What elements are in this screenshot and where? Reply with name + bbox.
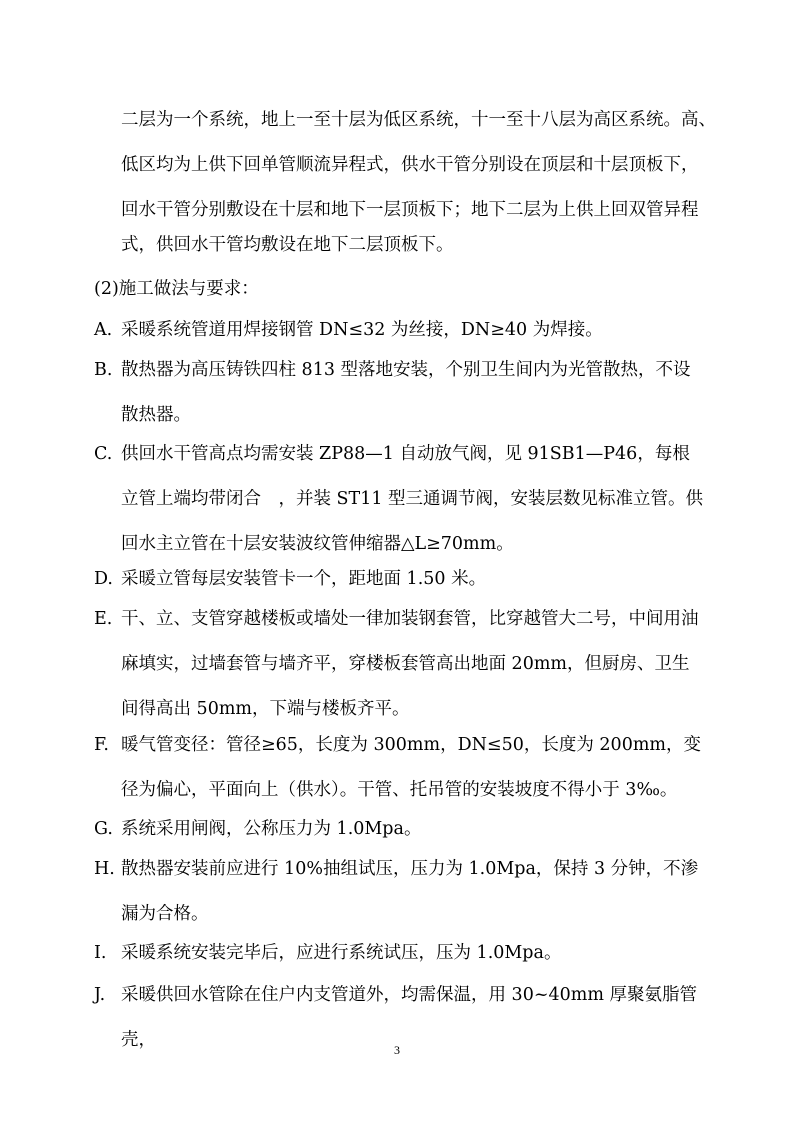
item-text: 系统采用闸阀，公称压力为 1.0Mpa。	[121, 819, 422, 839]
item-label: C.	[94, 444, 113, 464]
intro-line-4: 式，供回水干管均敷设在地下二层顶板下。	[121, 235, 454, 255]
page-number: 3	[394, 1043, 400, 1057]
intro-line-1: 二层为一个系统，地上一至十层为低区系统，十一至十八层为高区系统。高、	[121, 110, 716, 130]
intro-line-3: 回水干管分别敷设在十层和地下一层顶板下；地下二层为上供上回双管异程	[121, 200, 699, 220]
item-label: B.	[94, 360, 113, 380]
item-label: F.	[94, 735, 109, 755]
item-label: G.	[94, 819, 113, 839]
item-label: A.	[94, 320, 113, 340]
item-text: 暖气管变径：管径≥65，长度为 300mm，DN≤50，长度为 200mm，变径为偏心，平面向上（供水）。干管、托吊管的安装坡度不得小于 3‰。	[121, 735, 702, 800]
item-label: J.	[94, 985, 106, 1005]
item-text: 采暖供回水管除在住户内支管道外，均需保温，用 30~40mm 厚聚氨脂管壳，	[121, 985, 698, 1050]
item-text: 供回水干管高点均需安装 ZP88—1 自动放气阀，见 91SB1—P46，每根立管上端均带闭合 ，并装 ST11 型三通调节阀，安装层数见标准立管。供回水主立管在十层安装波纹管伸缩器△L≥70mm。	[121, 444, 704, 554]
item-text: 干、立、支管穿越楼板或墙处一律加装钢套管，比穿越管大二号，中间用油麻填实，过墙套管与墙齐平，穿楼板套管高出地面 20mm，但厨房、卫生间得高出 50mm，下端与楼板齐平。	[121, 609, 699, 719]
item-label: I.	[94, 943, 107, 963]
item-text: 采暖系统管道用焊接钢管 DN≤32 为丝接，DN≥40 为焊接。	[121, 320, 603, 340]
item-text: 散热器安装前应进行 10%抽组试压，压力为 1.0Mpa，保持 3 分钟，不渗漏为合格。	[121, 859, 699, 924]
item-label: D.	[94, 569, 113, 589]
intro-line-2: 低区均为上供下回单管顺流异程式，供水干管分别设在顶层和十层顶板下，	[121, 155, 699, 175]
item-text: 采暖立管每层安装管卡一个，距地面 1.50 米。	[121, 569, 487, 589]
item-text: 散热器为高压铸铁四柱 813 型落地安装，个别卫生间内为光管散热，不设散热器。	[121, 360, 691, 425]
section-heading: (2)施工做法与要求：	[94, 279, 259, 299]
item-label: E.	[94, 609, 113, 629]
item-text: 采暖系统安装完毕后，应进行系统试压，压为 1.0Mpa。	[121, 943, 562, 963]
item-label: H.	[94, 859, 115, 879]
